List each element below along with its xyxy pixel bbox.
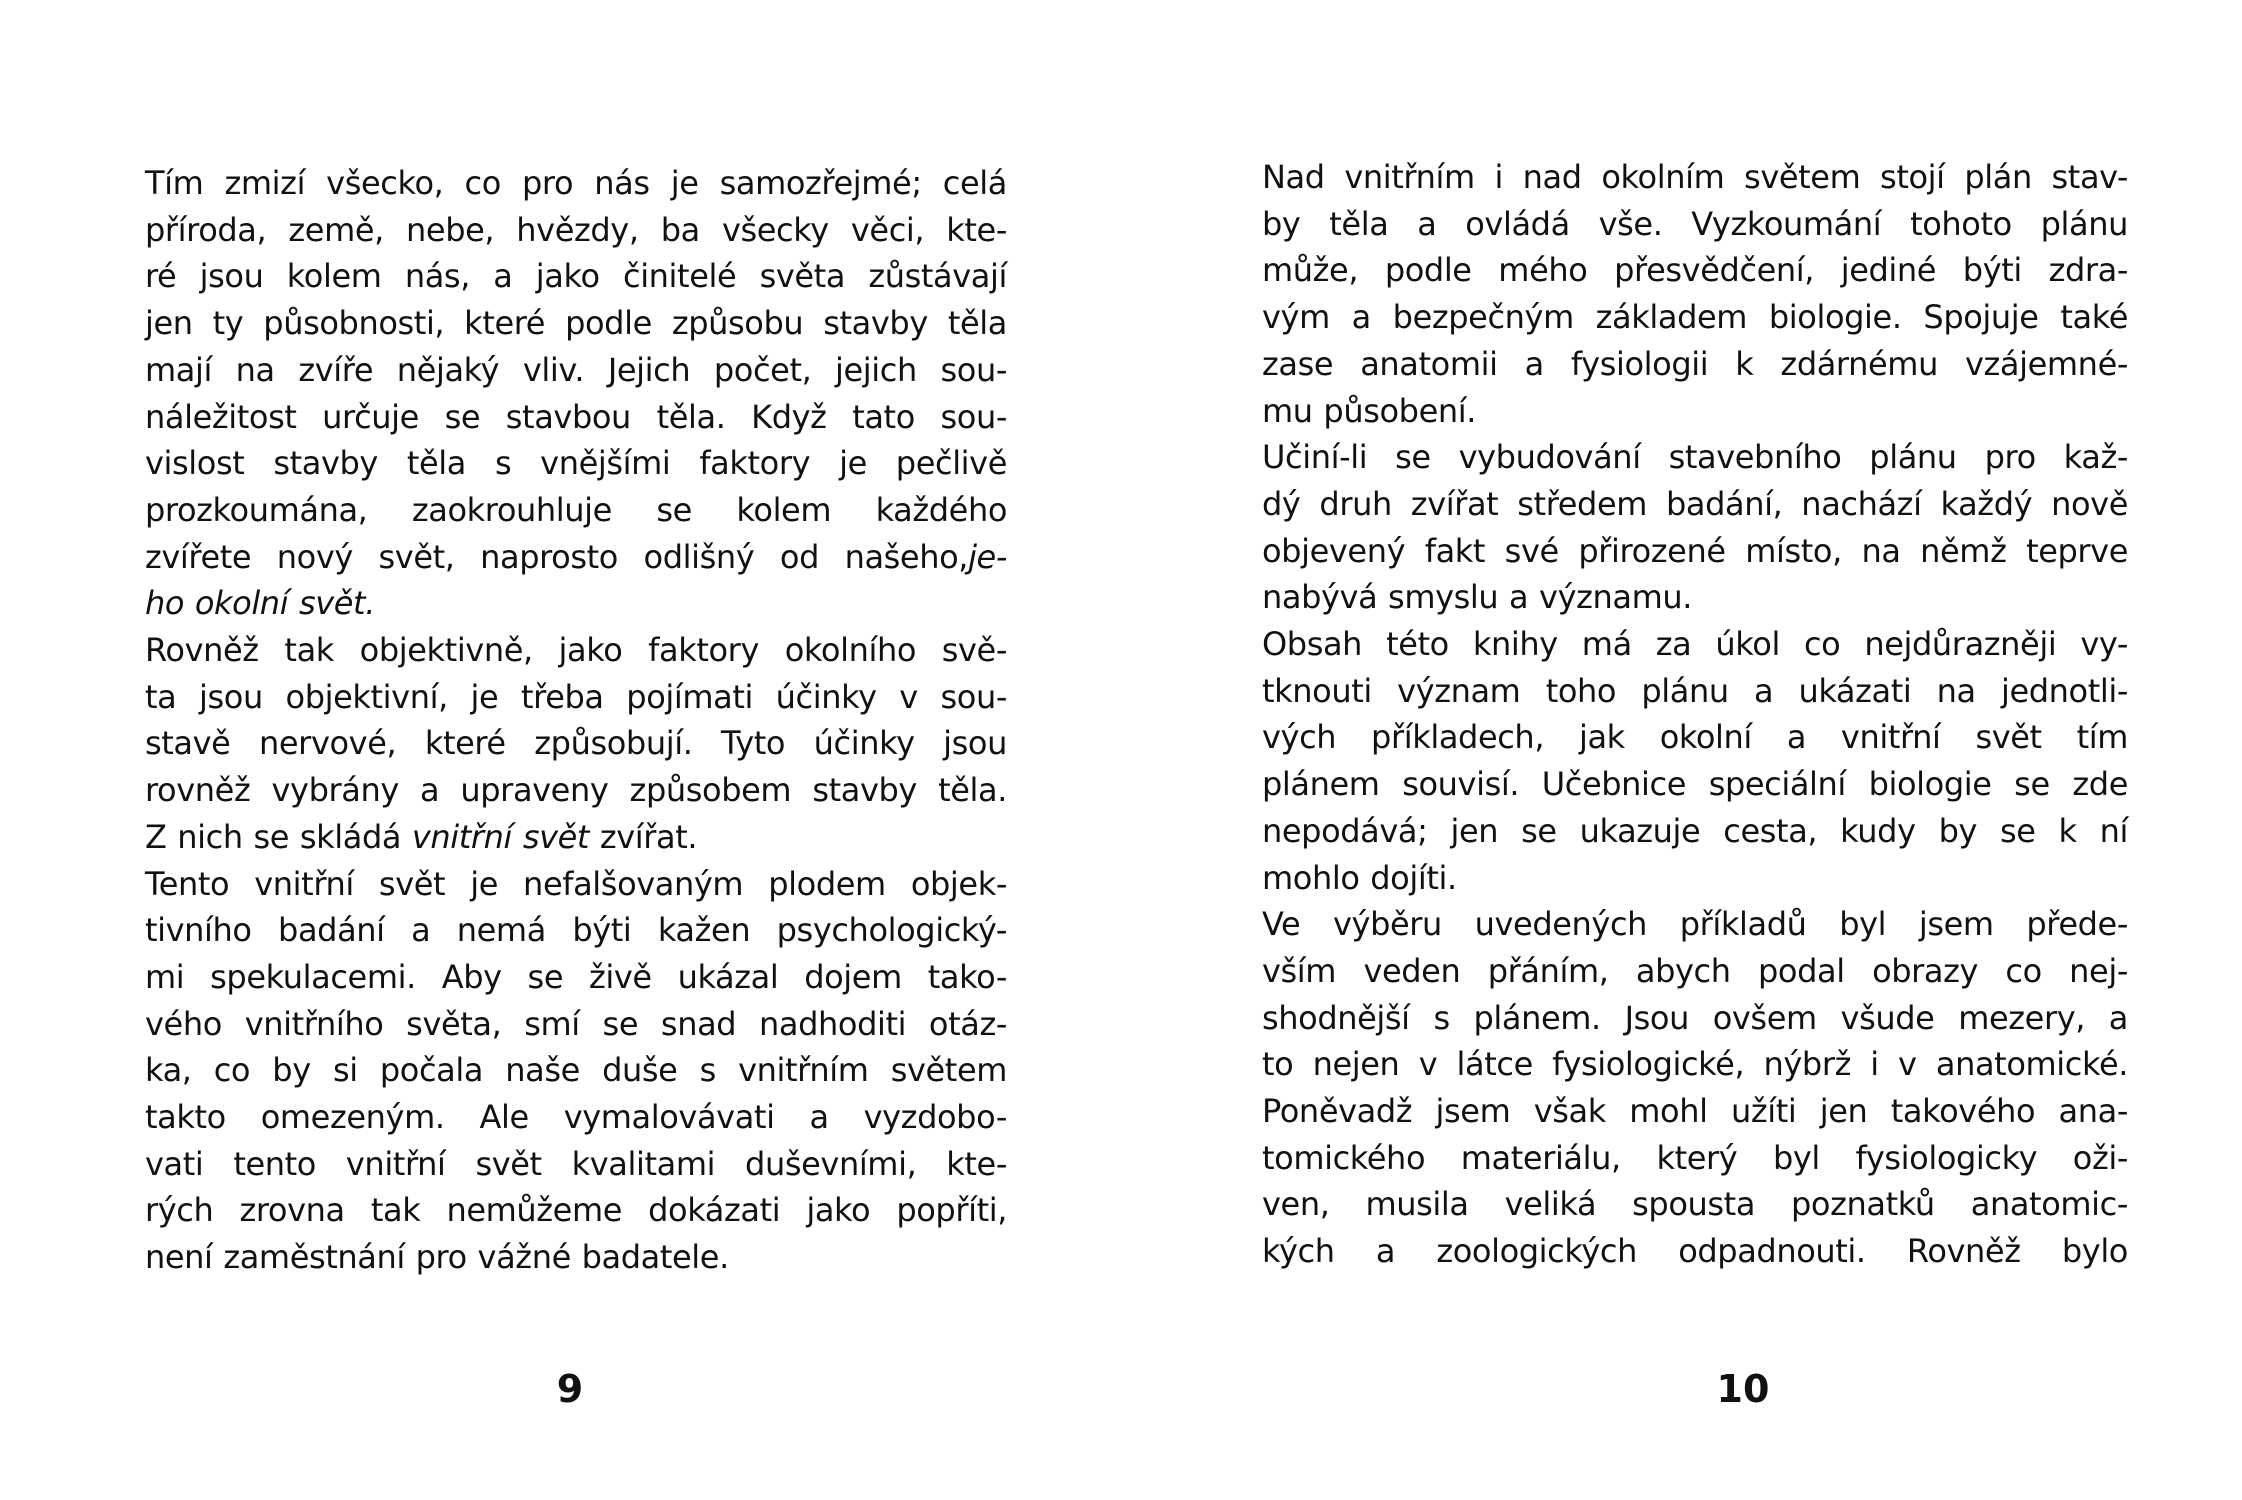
text-segment: zvířat.: [589, 817, 698, 856]
text-line: vislost stavby těla s vnějšími faktory je pečlivě: [145, 444, 1007, 483]
text-segment: zvířete nový svět, naprosto odlišný od našeho,: [145, 537, 969, 576]
text-line: zase anatomii a fysiologii k zdárnému vzájemné-: [1262, 344, 2128, 383]
text-line: jen ty působnosti, které podle způsobu stavby těla: [145, 304, 1007, 343]
left-page-text: [145, 160, 1007, 1281]
text-line: Rovněž tak objektivně, jako faktory okolního svě-: [145, 631, 1007, 670]
italic-segment: vnitřní svět: [411, 817, 590, 856]
text-line: dý druh zvířat středem badání, nachází každý nově: [1262, 484, 2128, 523]
text-line: stavě nervové, které způsobují. Tyto účinky jsou: [145, 724, 1007, 763]
text-line: [145, 814, 1007, 861]
text-line: tivního badání a nemá býti kažen psychologický-: [145, 911, 1007, 950]
text-line: prozkoumána, zaokrouhluje se kolem každého: [145, 490, 1007, 529]
text-line: Tento vnitřní svět je nefalšovaným plodem objek-: [145, 864, 1007, 903]
text-line: Tím zmizí všecko, co pro nás je samozřejmé; celá: [145, 164, 1007, 202]
text-line: rých zrovna tak nemůžeme dokázati jako popříti,: [145, 1191, 1007, 1230]
text-line: vého vnitřního světa, smí se snad nadhoditi otáz-: [145, 1004, 1007, 1043]
text-line: Nad vnitřním i nad okolním světem stojí plán stav-: [1262, 158, 2128, 196]
text-line: ho okolní svět.: [145, 584, 375, 623]
text-line: nepodává; jen se ukazuje cesta, kudy by se k ní: [1262, 811, 2128, 850]
text-segment: Z nich se skládá: [145, 817, 402, 856]
page-number: 9: [556, 1367, 584, 1411]
text-line: Poněvadž jsem však mohl užíti jen takového ana-: [1262, 1092, 2128, 1131]
text-line: Obsah této knihy má za úkol co nejdůrazněji vy-: [1262, 625, 2128, 664]
text-line: objevený fakt své přirozené místo, na němž teprve: [1262, 531, 2128, 570]
text-line: ré jsou kolem nás, a jako činitelé světa zůstávají: [145, 257, 1007, 296]
text-line: by těla a ovládá vše. Vyzkoumání tohoto plánu: [1262, 204, 2128, 243]
text-line: [145, 534, 1007, 581]
text-line: shodnější s plánem. Jsou ovšem všude mezery, a: [1262, 998, 2128, 1037]
text-line: vých příkladech, jak okolní a vnitřní svět tím: [1262, 718, 2128, 757]
right-page: [1121, 0, 2242, 1500]
text-line: mohlo dojíti.: [1262, 858, 1457, 897]
text-line: mi spekulacemi. Aby se živě ukázal dojem tako-: [145, 957, 1007, 996]
text-line: to nejen v látce fysiologické, nýbrž i v anatomické.: [1262, 1045, 2128, 1084]
text-line: Ve výběru uvedených příkladů byl jsem přede-: [1262, 905, 2128, 944]
text-line: ka, co by si počala naše duše s vnitřním světem: [145, 1051, 1007, 1090]
text-line: ven, musila veliká spousta poznatků anatomic-: [1262, 1185, 2128, 1224]
right-page-text: [1262, 154, 2128, 1275]
text-line: vati tento vnitřní svět kvalitami duševními, kte-: [145, 1144, 1007, 1183]
text-line: příroda, země, nebe, hvězdy, ba všecky věci, kte-: [145, 210, 1007, 249]
text-line: Učiní-li se vybudování stavebního plánu pro kaž-: [1262, 438, 2128, 477]
text-line: nabývá smyslu a významu.: [1262, 578, 1693, 617]
text-line: takto omezeným. Ale vymalovávati a vyzdobo-: [145, 1098, 1007, 1137]
text-line: není zaměstnání pro vážné badatele.: [145, 1238, 729, 1277]
text-line: tknouti význam toho plánu a ukázati na jednotli-: [1262, 671, 2128, 710]
text-line: náležitost určuje se stavbou těla. Když tato sou-: [145, 397, 1007, 436]
text-line: mu působení.: [1262, 391, 1477, 430]
text-line: vším veden přáním, abych podal obrazy co nej-: [1262, 951, 2128, 990]
text-line: může, podle mého přesvědčení, jediné býti zdra-: [1262, 251, 2128, 290]
text-line: tomického materiálu, který byl fysiologicky oži-: [1262, 1138, 2128, 1177]
text-line: ta jsou objektivní, je třeba pojímati účinky v sou-: [145, 677, 1007, 716]
text-line: vým a bezpečným základem biologie. Spojuje také: [1262, 298, 2128, 337]
text-line: mají na zvíře nějaký vliv. Jejich počet, jejich sou-: [145, 350, 1007, 389]
text-line: plánem souvisí. Učebnice speciální biologie se zde: [1262, 765, 2128, 804]
text-line: rovněž vybrány a upraveny způsobem stavby těla.: [145, 771, 1007, 810]
text-line: kých a zoologických odpadnouti. Rovněž bylo: [1262, 1232, 2128, 1271]
page-number: 10: [1716, 1367, 1770, 1411]
italic-segment: je-: [968, 537, 1007, 576]
